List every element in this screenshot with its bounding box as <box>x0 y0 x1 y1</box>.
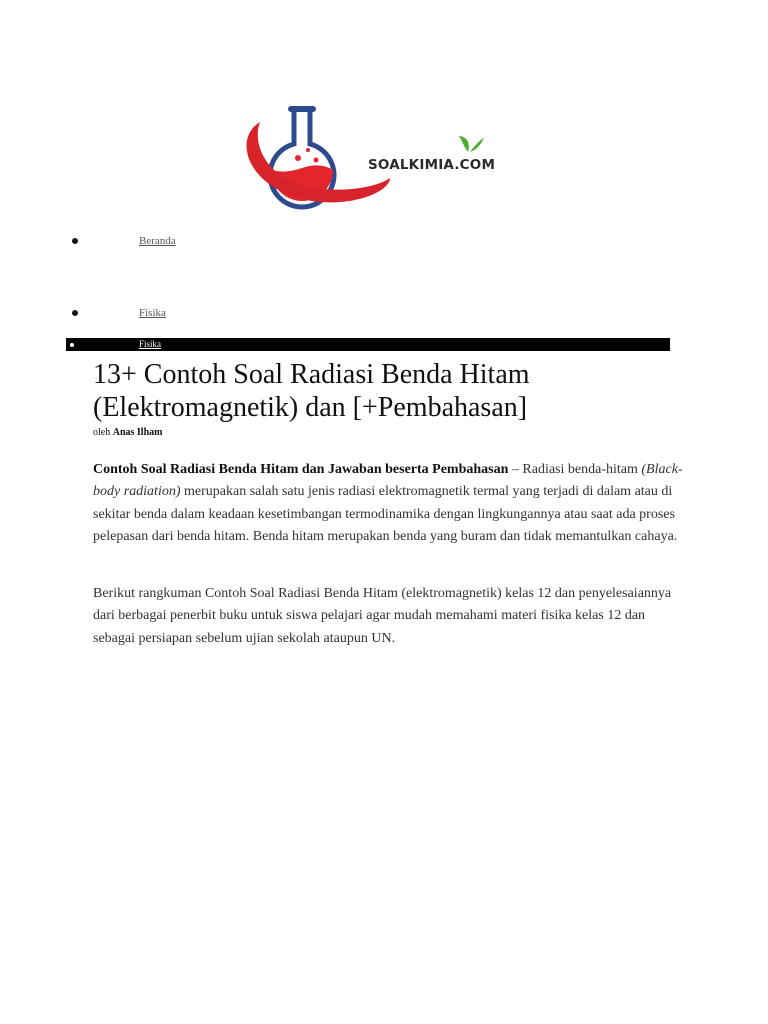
byline <box>93 427 162 438</box>
bullet-icon <box>72 310 78 316</box>
summary-paragraph: Berikut rangkuman Contoh Soal Radiasi Benda Hitam (elektromagnetik) kelas 12 dan penyelesaiannya dari berbagai penerbit buku untuk siswa pelajari agar mudah memahami materi fisika kelas 12 dan sebagai persiapan sebelum ujian sekolah ataupun UN. <box>93 586 672 646</box>
nav-item-beranda <box>0 235 680 249</box>
nav-item-fisika <box>0 307 680 321</box>
leaf-icon <box>470 138 484 152</box>
author-name[interactable]: Anas Ilham <box>112 427 163 438</box>
bullet-icon <box>70 343 74 347</box>
leaf-icon <box>458 136 469 152</box>
intro-italic: (Black-body radiation) <box>93 462 683 500</box>
intro-rest: merupakan salah satu jenis radiasi elektromagnetik termal yang terjadi di dalam atau di sekitar benda dalam keadaan kesetimbangan termodinamika dengan lingkungannya atau saat ada proses pelepasan dari benda hitam. Benda hitam merupakan benda yang buram dan tidak memantulkan cahaya. <box>93 484 678 545</box>
breadcrumb-bar <box>66 338 670 351</box>
breadcrumb-link-fisika[interactable]: Fisika <box>139 339 162 349</box>
intro-paragraph <box>93 459 683 549</box>
logo-text: SOALKIMIA.COM <box>368 157 496 173</box>
article-title: 13+ Contoh Soal Radiasi Benda Hitam (Elektromagnetik) dan [+Pembahasan] <box>93 359 530 423</box>
intro-bold: Contoh Soal Radiasi Benda Hitam dan Jawaban beserta Pembahasan <box>93 462 509 477</box>
flask-neck <box>288 106 316 112</box>
bullet-icon <box>72 238 78 244</box>
nav-link-beranda[interactable]: Beranda <box>139 235 176 247</box>
site-logo[interactable] <box>240 100 510 210</box>
byline-prefix: oleh <box>93 427 111 438</box>
intro-separator: – Radiasi benda-hitam <box>508 462 642 477</box>
nav-link-fisika[interactable]: Fisika <box>139 307 166 319</box>
